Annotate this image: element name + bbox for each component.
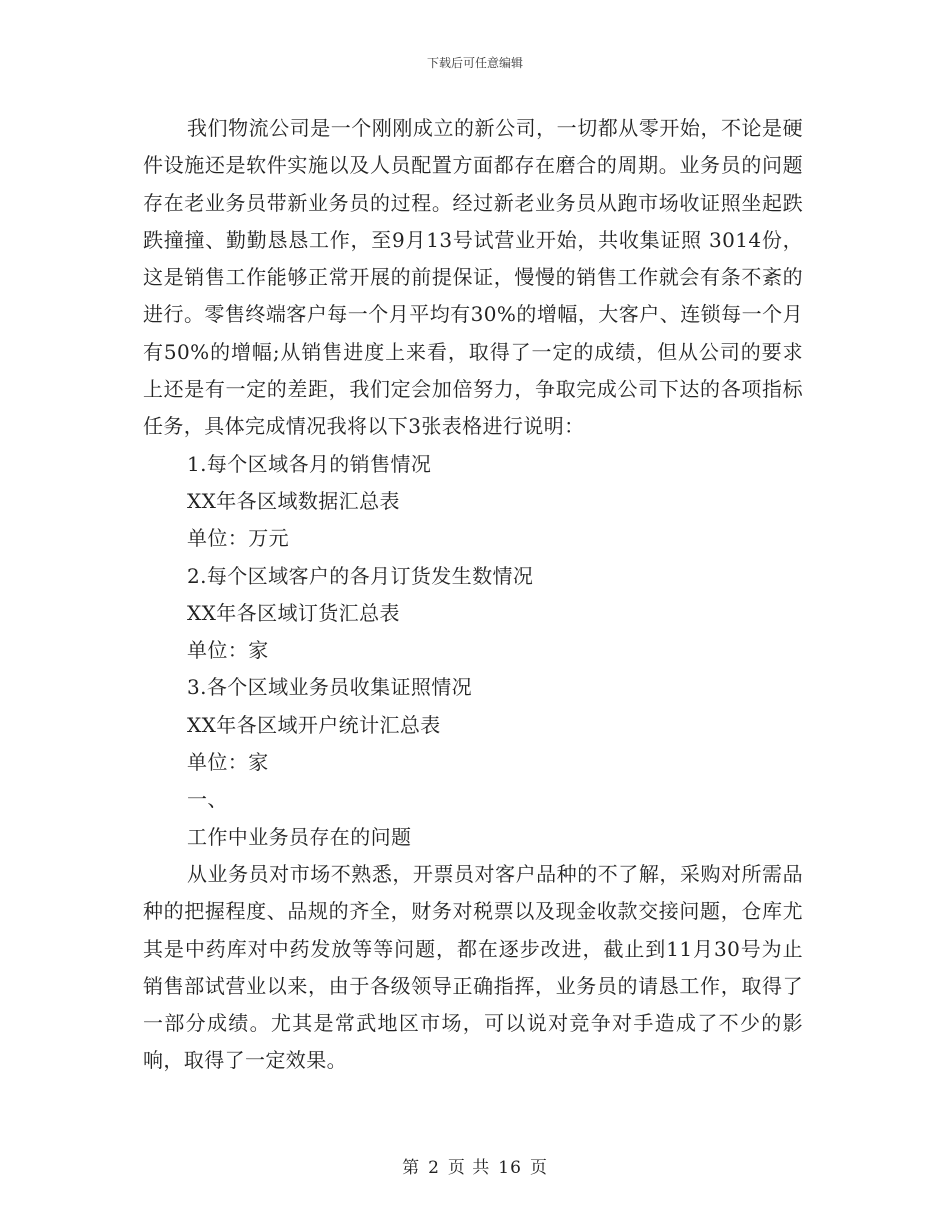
intro-paragraph: 我们物流公司是一个刚刚成立的新公司，一切都从零开始，不论是硬件设施还是软件实施以及人员配置方面都存在磨合的周期。业务员的问题存在老业务员带新业务员的过程。经过新老业务员从跑市场收证照坐起跌跌撞撞、勤勤恳恳工作，至9月13号试营业开始，共收集证照 3014份，这是销售工作能够正常开展的前提保证，慢慢的销售工作就会有条不紊的进行。零售终端客户每一个月平均有30%的增幅，大客户、连锁每一个月有50%的增幅;从销售进度上来看，取得了一定的成绩，但从公司的要求上还是有一定的差距，我们定会加倍努力，争取完成公司下达的各项指标任务，具体完成情况我将以下3张表格进行说明： (143, 116, 803, 439)
section-heading: 工作中业务员存在的问题 (187, 824, 412, 849)
page-header-note: 下载后可任意编辑 (426, 56, 523, 70)
section-number: 一、 (187, 787, 228, 812)
item-1-heading: 1.每个区域各月的销售情况 (187, 451, 432, 476)
table-2-unit: 单位：家 (187, 638, 269, 663)
table-1-unit: 单位：万元 (187, 526, 289, 551)
footer-page-number: 2 (428, 1158, 440, 1178)
document-body (143, 110, 803, 1080)
table-2-title: XX年各区域订货汇总表 (187, 600, 400, 625)
footer-total-pages: 16 (498, 1158, 522, 1178)
table-1-title: XX年各区域数据汇总表 (187, 488, 400, 513)
problems-paragraph: 从业务员对市场不熟悉，开票员对客户品种的不了解，采购对所需品种的把握程度、品规的齐全，财务对税票以及现金收款交接问题，仓库尤其是中药库对中药发放等等问题，都在逐步改进，截止到11月30号为止销售部试营业以来，由于各级领导正确指挥，业务员的请恳工作，取得了一部分成绩。尤其是常武地区市场，可以说对竞争对手造成了不少的影响，取得了一定效果。 (143, 861, 803, 1073)
item-3-heading: 3.各个区域业务员收集证照情况 (187, 675, 473, 700)
footer-prefix: 第 (402, 1158, 421, 1178)
table-3-unit: 单位：家 (187, 750, 269, 775)
page-footer (0, 1153, 950, 1178)
footer-suffix: 页 (529, 1158, 548, 1178)
table-3-title: XX年各区域开户统计汇总表 (187, 712, 441, 737)
item-2-heading: 2.每个区域客户的各月订货发生数情况 (187, 563, 534, 588)
footer-middle: 页 共 (447, 1158, 491, 1178)
